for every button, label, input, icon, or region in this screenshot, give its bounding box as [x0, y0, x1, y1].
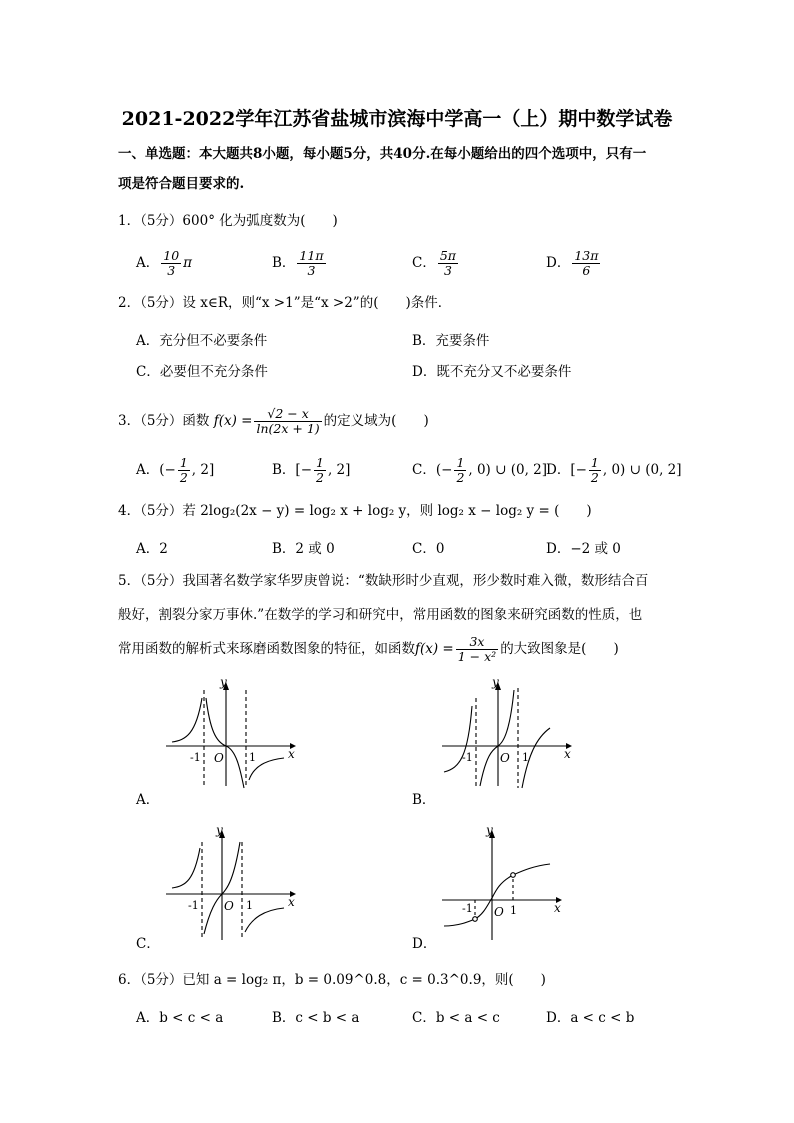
- q3-option-c[interactable]: C．(− $\frac{1}{2}$ , 0) ∪ (0, 2]: [412, 455, 548, 485]
- svg-text:x: x: [564, 747, 571, 761]
- neg-one-label: -1: [190, 751, 201, 764]
- question-6-stem: 6．（5分）已知 a = log₂ π，b = 0.09^0.8，c = 0.3^0.9，则( ): [118, 972, 546, 988]
- svg-text:y: y: [216, 823, 223, 837]
- q6-option-a[interactable]: A．b < c < a: [136, 1010, 224, 1026]
- x-label: x: [288, 747, 295, 761]
- graph-d-label: D．: [412, 936, 437, 952]
- q6-option-c[interactable]: C．b < a < c: [412, 1010, 500, 1026]
- question-3-stem: 3．（5分）函数 f(x) = $\frac{√2 - x}{\ln(2x + 1)}$ 的定义域为( ): [118, 406, 429, 436]
- q6-option-b[interactable]: B．c < b < a: [272, 1010, 360, 1026]
- svg-text:O: O: [494, 905, 504, 919]
- graph-a-label: A．: [136, 792, 160, 808]
- graph-option-d[interactable]: [438, 822, 578, 942]
- q6-option-d[interactable]: D．a < c < b: [546, 1010, 635, 1026]
- q2-option-b[interactable]: B．充要条件: [412, 333, 490, 349]
- question-2-stem: 2．（5分）设 x∈R，则“x >1”是“x >2”的( )条件．: [118, 295, 452, 311]
- q2-option-c[interactable]: C．必要但不充分条件: [136, 364, 268, 380]
- question-5-line2: 般好，割裂分家万事休.”在数学的学习和研究中，常用函数的图象来研究函数的性质，也: [118, 607, 643, 623]
- q1-option-d[interactable]: D． $\frac{13\pi}{6}$: [546, 248, 599, 278]
- q4-option-a[interactable]: A．2: [136, 541, 168, 557]
- curve-a-left: [172, 698, 202, 742]
- q3-option-a[interactable]: A．(− $\frac{1}{2}$ , 2]: [136, 455, 215, 485]
- origin-label: O: [214, 751, 224, 765]
- graph-option-c[interactable]: [160, 822, 300, 942]
- q2-option-a[interactable]: A．充分但不必要条件: [136, 333, 268, 349]
- svg-text:1: 1: [510, 904, 517, 917]
- svg-text:1: 1: [246, 899, 253, 912]
- graph-b-label: B．: [412, 792, 436, 808]
- svg-text:-1: -1: [188, 899, 199, 912]
- svg-text:-1: -1: [462, 751, 473, 764]
- section-heading-line1: 一、单选题：本大题共8小题，每小题5分，共40分.在每小题给出的四个选项中，只有一: [118, 146, 647, 162]
- svg-text:y: y: [486, 823, 493, 837]
- q1-option-a[interactable]: A． $\frac{10}{3}$ π: [136, 248, 193, 278]
- svg-text:x: x: [288, 895, 295, 909]
- y-label: y: [220, 676, 227, 689]
- curve-a-mid: [206, 698, 244, 788]
- svg-text:O: O: [224, 899, 234, 913]
- svg-text:1: 1: [522, 751, 529, 764]
- q4-option-c[interactable]: C．0: [412, 541, 445, 557]
- question-4-stem: 4．（5分）若 2log₂(2x − y) = log₂ x + log₂ y，则 log₂ x − log₂ y = ( ): [118, 503, 592, 519]
- question-1-stem: 1．（5分）600° 化为弧度数为( ): [118, 213, 338, 229]
- graph-option-b[interactable]: [438, 676, 578, 796]
- section-heading-line2: 项是符合题目要求的.: [118, 176, 245, 192]
- q4-option-d[interactable]: D．−2 或 0: [546, 541, 621, 557]
- question-5-line3: 常用函数的解析式来琢磨函数图象的特征，如函数f(x) = $\frac{3x}{\text{1 − x²}}$ 的大致图象是( ): [118, 634, 619, 664]
- q1-option-c[interactable]: C． $\frac{5\pi}{3}$: [412, 248, 457, 278]
- question-5-line1: 5．（5分）我国著名数学家华罗庚曾说：“数缺形时少直观，形少数时难入微，数形结合百: [118, 573, 649, 589]
- q3-option-d[interactable]: D．[− $\frac{1}{2}$ , 0) ∪ (0, 2]: [546, 455, 682, 485]
- page-title: 2021-2022学年江苏省盐城市滨海中学高一（上）期中数学试卷: [121, 108, 673, 130]
- pos-one-label: 1: [249, 751, 256, 764]
- graph-option-a[interactable]: [160, 676, 300, 796]
- svg-text:O: O: [500, 751, 510, 765]
- q3-option-b[interactable]: B．[− $\frac{1}{2}$ , 2]: [272, 455, 351, 485]
- svg-text:y: y: [492, 676, 499, 689]
- svg-text:x: x: [554, 901, 561, 915]
- q4-option-b[interactable]: B．2 或 0: [272, 541, 335, 557]
- svg-text:-1: -1: [462, 902, 473, 915]
- graph-c-label: C．: [136, 936, 160, 952]
- q2-option-d[interactable]: D．既不充分又不必要条件: [412, 364, 572, 380]
- q1-option-b[interactable]: B． $\frac{11\pi}{3}$: [272, 248, 324, 278]
